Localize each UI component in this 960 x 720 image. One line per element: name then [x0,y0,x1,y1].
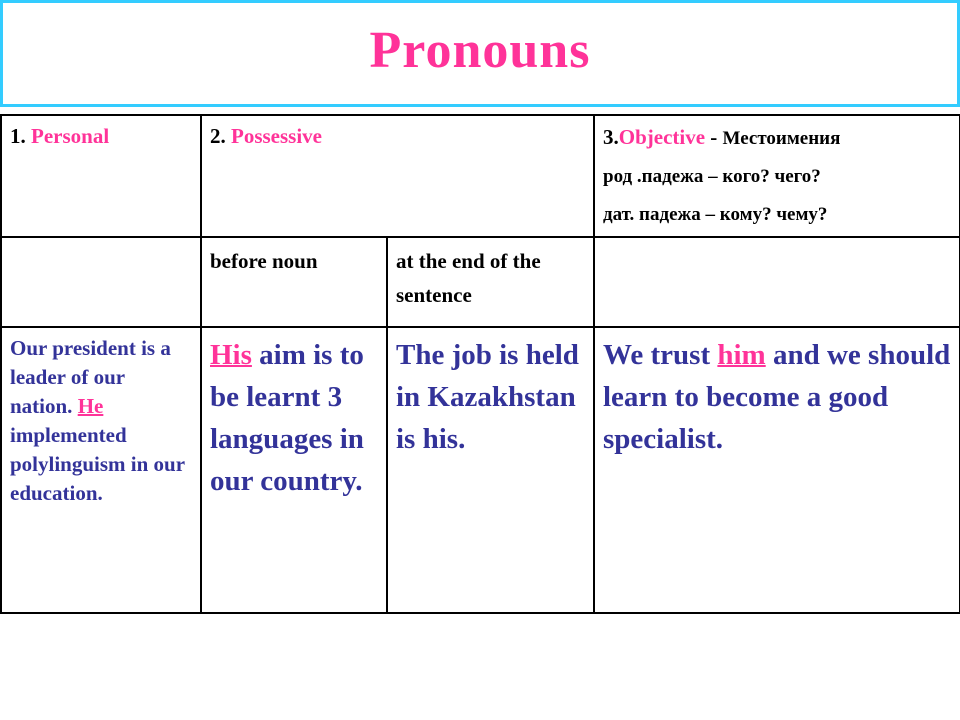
page-title: Pronouns [369,22,591,79]
example-possessive-pronoun: His [210,339,252,371]
example-objective [594,327,960,613]
table-row-examples [1,327,960,613]
pronouns-table [0,114,960,614]
example-personal [1,327,201,613]
header-personal-number: 1. [10,124,31,148]
title-box [0,0,960,107]
table-row-subheaders [1,237,960,327]
header-personal [1,115,201,237]
header-objective-dash: - [705,125,723,149]
header-objective [594,115,960,237]
header-objective-number: 3. [603,125,619,149]
example-objective-pronoun: him [717,339,766,371]
example-personal-before: Our president is a leader of our nation. [10,336,171,418]
example-personal-after: implemented polylinguism in our education. [10,423,185,505]
example-objective-after: and we should learn to become a good specialist. [603,339,951,455]
header-objective-ru-1: Местоимения [722,128,841,149]
example-possessive-after: aim is to be learnt 3 languages in our country. [210,339,364,497]
header-objective-ru-2: род .падежа – кого? чего? [603,166,821,187]
header-personal-label: Personal [31,124,110,148]
example-possessive-before-noun [201,327,387,613]
subheader-empty-left [1,237,201,327]
header-possessive-number: 2. [210,124,231,148]
subheader-before-noun: before noun [201,237,387,327]
header-possessive [201,115,594,237]
example-personal-pronoun: He [77,394,104,418]
subheader-empty-right [594,237,960,327]
example-objective-before: We trust [603,339,718,371]
header-objective-ru-3: дат. падежа – кому? чему? [603,204,828,225]
header-objective-label: Objective [618,125,706,149]
example-possessive-end: The job is held in Kazakhstan is his. [387,327,594,613]
header-possessive-label: Possessive [231,124,322,148]
table-row-headers [1,115,960,237]
subheader-end-of-sentence: at the end of the sentence [387,237,594,327]
